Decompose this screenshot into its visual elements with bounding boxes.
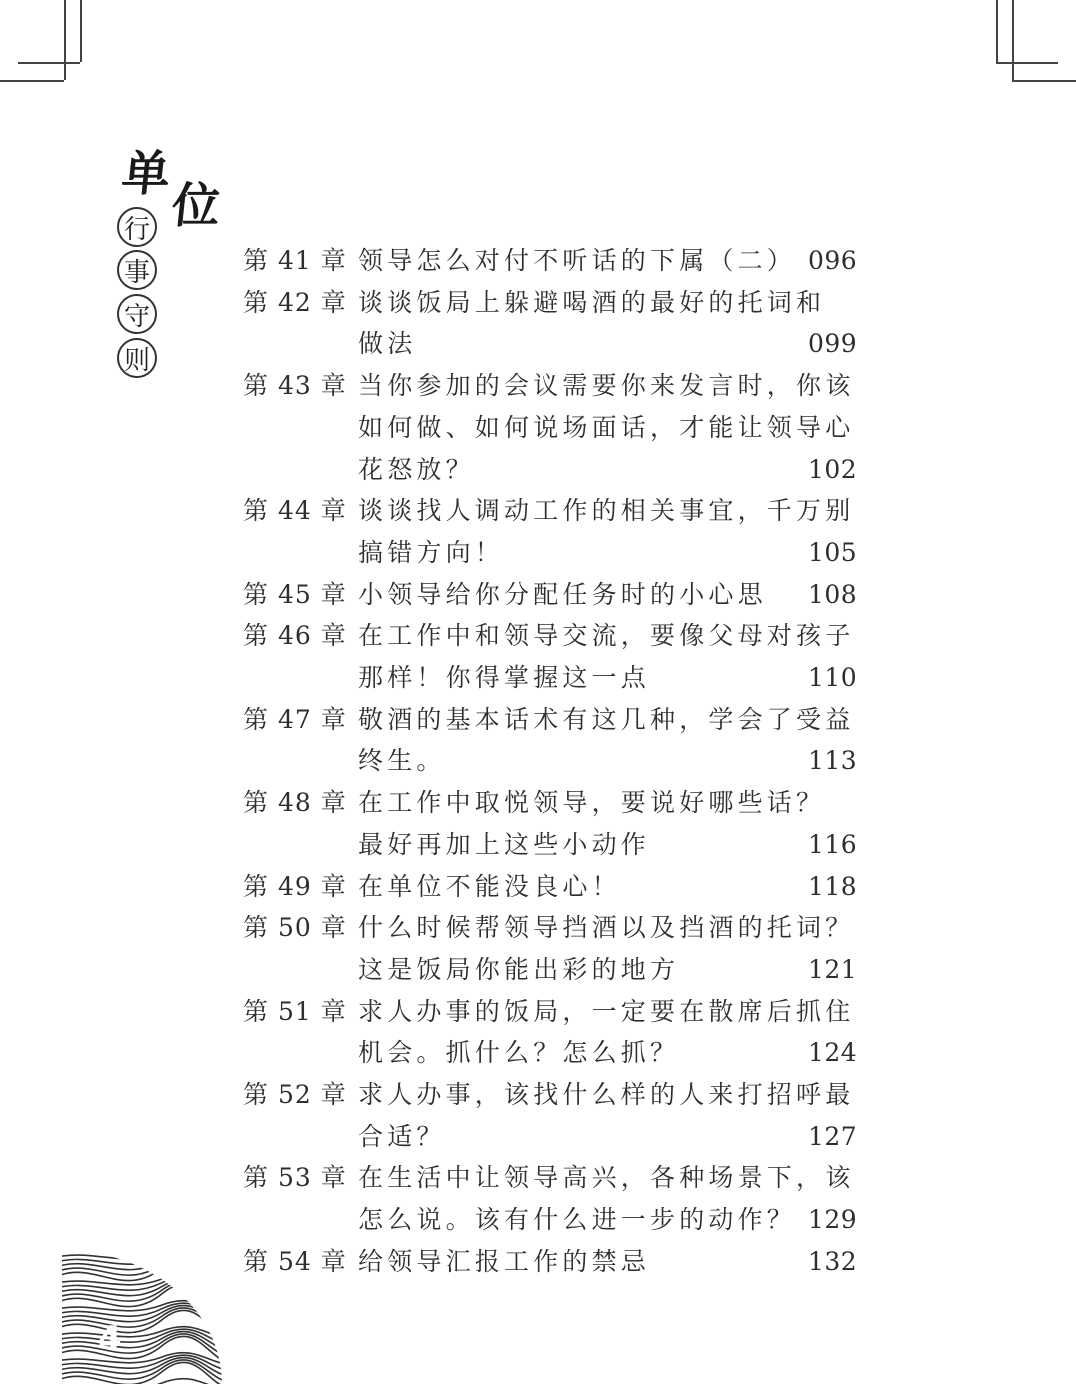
toc-chapter-title-line: 做法 (358, 329, 417, 359)
toc-chapter-title-line: 这是饭局你能出彩的地方 (358, 954, 680, 984)
toc-chapter-title-line: 领导怎么对付不听话的下属（二） (358, 246, 797, 275)
series-subtitle-seal-1: 行 (117, 207, 157, 247)
toc-chapter-title-line: 求人办事，该找什么样的人来打招呼最 (358, 1080, 855, 1109)
toc-chapter-title-line: 谈谈找人调动工作的相关事宜，千万别 (358, 496, 855, 526)
toc-chapter-title-line: 如何做、如何说场面话，才能让领导心 (358, 412, 855, 442)
series-title-char-2: 位 (169, 178, 223, 234)
toc-page-number: 108 (808, 579, 858, 609)
toc-chapter-label: 第 50 章 (243, 913, 347, 943)
toc-chapter-label: 第 42 章 (243, 287, 347, 317)
toc-chapter-title-line: 求人办事的饭局，一定要在散席后抓住 (358, 996, 855, 1026)
toc-chapter-label: 第 54 章 (243, 1246, 347, 1276)
series-subtitle-seal-2: 事 (117, 250, 157, 290)
wave-pattern-decoration (62, 1250, 222, 1384)
toc-chapter-label: 第 41 章 (243, 246, 347, 275)
toc-page-number: 105 (808, 537, 858, 567)
toc-page-number: 099 (808, 329, 858, 359)
toc-chapter-title-line: 在单位不能没良心！ (358, 871, 621, 901)
toc-chapter-title-line: 什么时候帮领导挡酒以及挡酒的托词？ (358, 913, 855, 943)
toc-chapter-label: 第 51 章 (243, 996, 347, 1026)
toc-chapter-title-line: 小领导给你分配任务时的小心思 (358, 579, 767, 609)
toc-page-number: 132 (808, 1246, 858, 1276)
toc-page-number: 124 (808, 1038, 858, 1068)
toc-chapter-title-line: 搞错方向！ (358, 537, 505, 567)
toc-chapter-title-line: 怎么说。该有什么进一步的动作？ (358, 1205, 797, 1235)
toc-chapter-title-line: 在工作中和领导交流，要像父母对孩子 (358, 621, 855, 651)
toc-page-number: 116 (808, 829, 858, 859)
toc-chapter-label: 第 49 章 (243, 871, 347, 901)
toc-chapter-label: 第 52 章 (243, 1080, 347, 1109)
toc-chapter-label: 第 46 章 (243, 621, 347, 651)
toc-chapter-label: 第 43 章 (243, 371, 347, 401)
toc-page-number: 110 (808, 663, 858, 692)
toc-page-number: 127 (808, 1121, 858, 1151)
toc-chapter-title-line: 那样！你得掌握这一点 (358, 663, 651, 692)
toc-chapter-label: 第 47 章 (243, 704, 347, 734)
series-subtitle-seal-3: 守 (117, 294, 157, 334)
toc-page-number: 121 (808, 954, 858, 984)
page-number: 4 (98, 1319, 122, 1359)
toc-chapter-label: 第 44 章 (243, 496, 347, 526)
toc-chapter-title-line: 终生。 (358, 746, 446, 776)
toc-chapter-title-line: 在生活中让领导高兴，各种场景下，该 (358, 1163, 855, 1193)
toc-chapter-title-line: 在工作中取悦领导，要说好哪些话？ (358, 788, 826, 818)
toc-page-number: 096 (808, 246, 858, 275)
toc-chapter-label: 第 48 章 (243, 788, 347, 818)
toc-page-number: 102 (808, 454, 858, 484)
toc-chapter-title-line: 机会。抓什么？怎么抓？ (358, 1038, 680, 1068)
toc-chapter-title-line: 最好再加上这些小动作 (358, 829, 651, 859)
toc-page-number: 129 (808, 1205, 858, 1235)
series-title-char-1: 单 (119, 146, 173, 202)
toc-chapter-title-line: 给领导汇报工作的禁忌 (358, 1246, 651, 1276)
toc-chapter-title-line: 花怒放？ (358, 454, 475, 484)
toc-chapter-label: 第 53 章 (243, 1163, 347, 1193)
toc-chapter-title-line: 当你参加的会议需要你来发言时，你该 (358, 371, 855, 401)
toc-chapter-title-line: 合适？ (358, 1121, 446, 1151)
toc-chapter-label: 第 45 章 (243, 579, 347, 609)
toc-page-number: 118 (808, 871, 858, 901)
toc-chapter-title-line: 敬酒的基本话术有这几种，学会了受益 (358, 704, 855, 734)
toc-chapter-title-line: 谈谈饭局上躲避喝酒的最好的托词和 (358, 287, 826, 317)
series-subtitle-seal-4: 则 (117, 338, 157, 378)
toc-page-number: 113 (808, 746, 858, 776)
